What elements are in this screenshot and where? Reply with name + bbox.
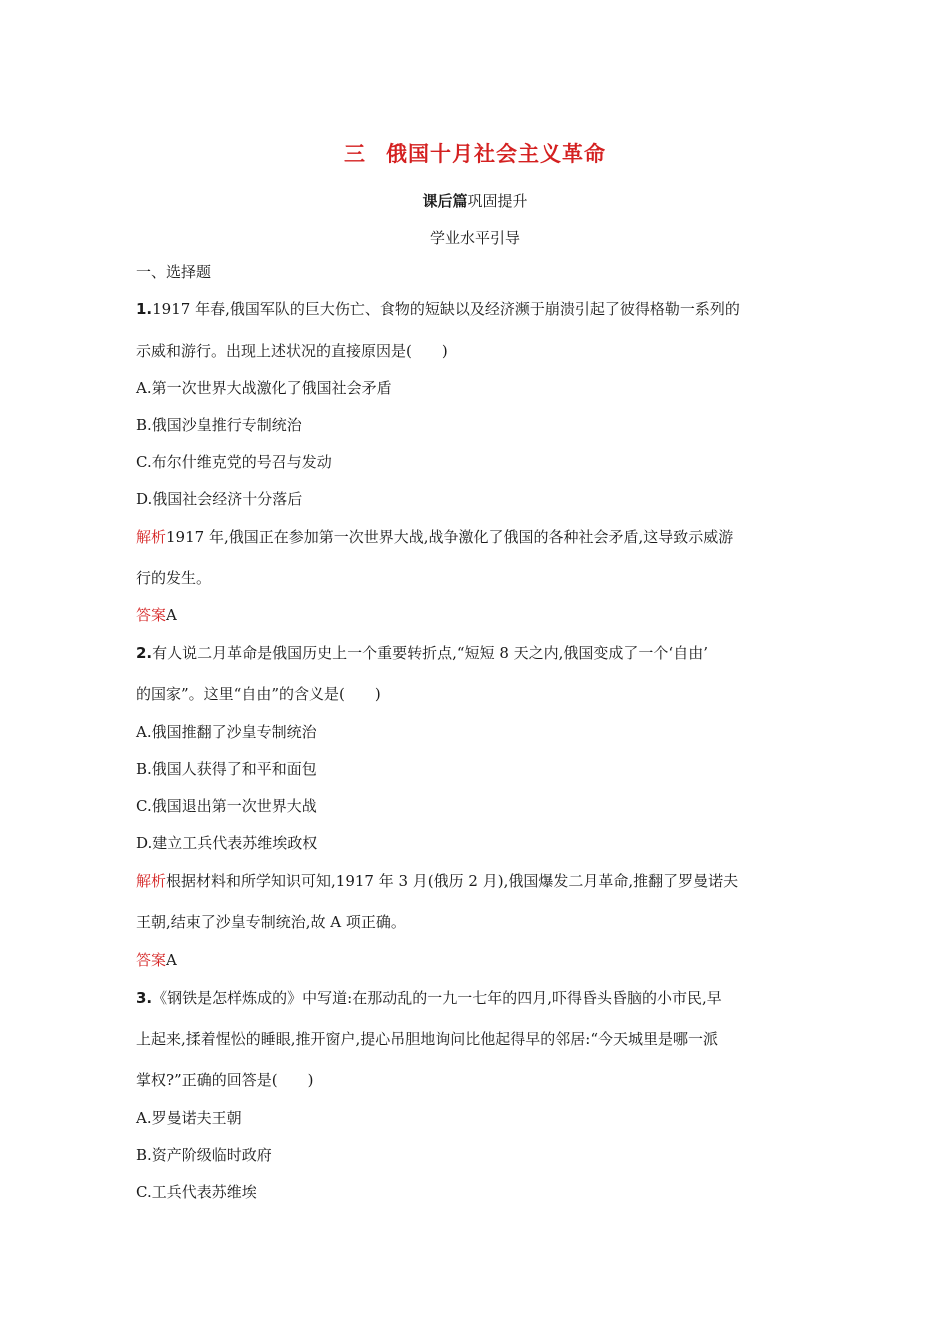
subtitle [0,190,950,211]
q1-stem-text1: 1917 年春,俄国军队的巨大伤亡、食物的短缺以及经济濒于崩溃引起了彼得格勒一系列的 [152,300,740,318]
q2-analysis-text1: 根据材料和所学知识可知,1917 年 3 月(俄历 2 月),俄国爆发二月革命,推翻了罗曼诺夫 [166,872,739,890]
q3-stem-text1: 《钢铁是怎样炼成的》中写道:在那动乱的一九一七年的四月,吓得昏头昏脑的小市民,早 [152,989,722,1007]
q1-analysis-text1: 1917 年,俄国正在参加第一次世界大战,战争激化了俄国的各种社会矛盾,这导致示威游 [166,528,734,546]
q2-stem-line2: 的国家”。这里“自由”的含义是( ) [136,685,381,703]
q1-analysis-line1 [136,526,816,547]
q3-option-c: C.工兵代表苏维埃 [136,1183,257,1201]
q2-stem-text1: 有人说二月革命是俄国历史上一个重要转折点,“短短 8 天之内,俄国变成了一个‘自由’ [152,644,708,662]
q1-analysis-label: 解析 [136,528,167,546]
q2-answer-value: A [166,951,177,969]
q2-option-c: C.俄国退出第一次世界大战 [136,797,317,815]
q3-number: 3. [136,989,153,1007]
q2-stem-line1 [136,642,816,663]
q2-option-d: D.建立工兵代表苏维埃政权 [136,834,318,852]
q2-analysis-label: 解析 [136,872,167,890]
q2-answer-label: 答案 [136,951,167,969]
q2-answer [136,949,816,970]
subtitle-rest: 巩固提升 [467,192,528,210]
q2-analysis-line2: 王朝,结束了沙皇专制统治,故 A 项正确。 [136,913,406,931]
q2-option-b: B.俄国人获得了和平和面包 [136,760,317,778]
subtitle-bold: 课后篇 [422,192,468,210]
q3-stem-line2: 上起来,揉着惺忪的睡眼,推开窗户,提心吊胆地询问比他起得早的邻居:“今天城里是哪一派 [136,1030,719,1048]
q1-option-b: B.俄国沙皇推行专制统治 [136,416,302,434]
q3-option-b: B.资产阶级临时政府 [136,1146,272,1164]
title-number: 三 [344,142,366,166]
q1-answer [136,604,816,625]
title-text: 俄国十月社会主义革命 [386,142,606,166]
q3-option-a: A.罗曼诺夫王朝 [136,1109,242,1127]
q2-analysis-line1 [136,870,816,891]
q1-answer-label: 答案 [136,606,167,624]
q3-stem-line3: 掌权?”正确的回答是( ) [136,1071,314,1089]
q3-stem-line1 [136,987,816,1008]
section-heading: 一、选择题 [136,263,212,281]
q1-number: 1. [136,300,153,318]
q1-analysis-line2: 行的发生。 [136,569,212,587]
q1-option-c: C.布尔什维克党的号召与发动 [136,453,332,471]
q1-option-d: D.俄国社会经济十分落后 [136,490,303,508]
level-heading: 学业水平引导 [429,229,520,247]
q2-number: 2. [136,644,153,662]
q1-stem-line1 [136,298,816,319]
page-title [0,138,950,168]
q2-option-a: A.俄国推翻了沙皇专制统治 [136,723,317,741]
q1-option-a: A.第一次世界大战激化了俄国社会矛盾 [136,379,392,397]
q1-answer-value: A [166,606,177,624]
q1-stem-line2: 示威和游行。出现上述状况的直接原因是( ) [136,342,448,360]
